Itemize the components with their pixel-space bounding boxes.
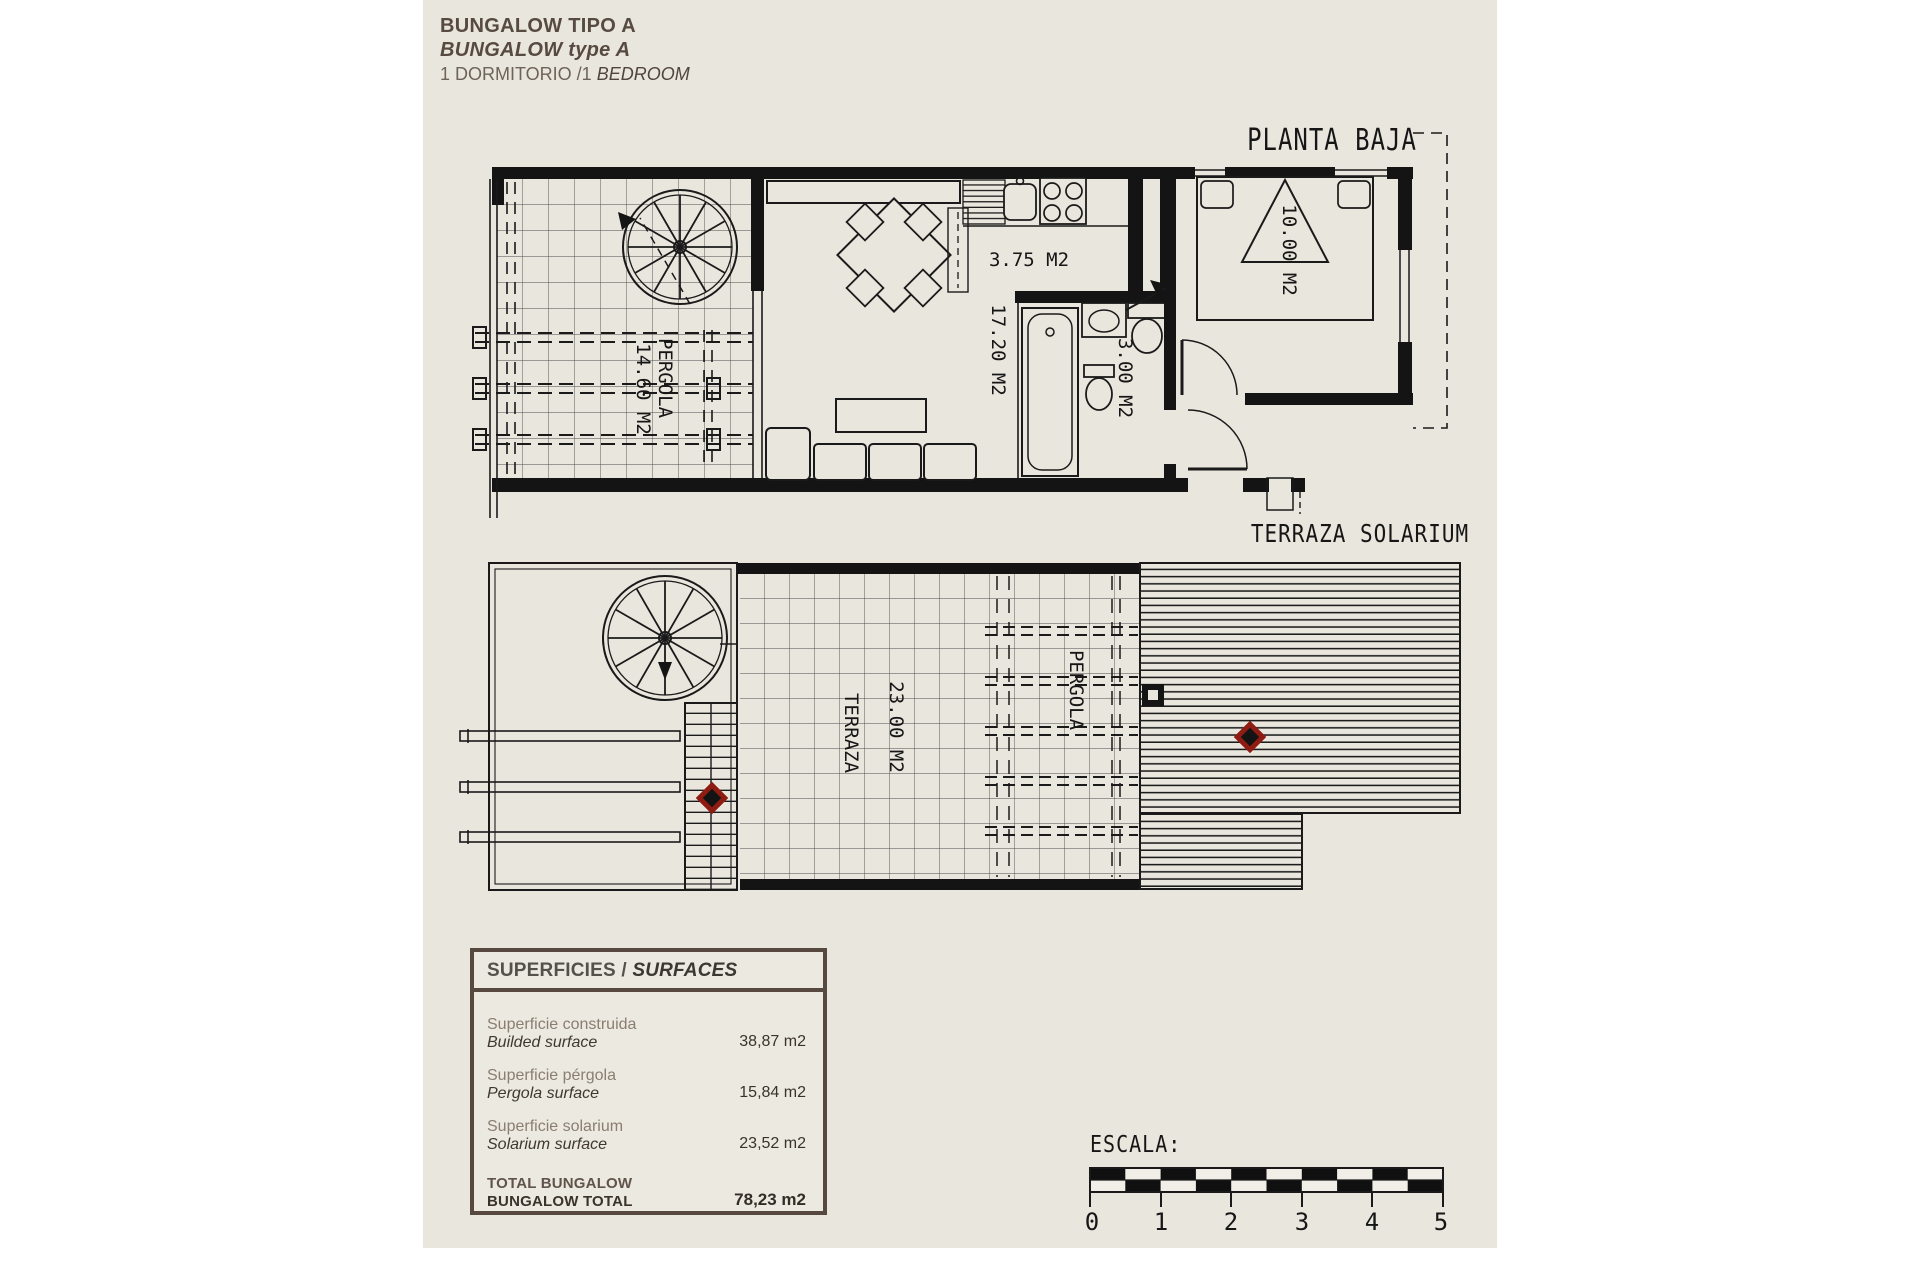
table-row — [487, 1016, 806, 1052]
total-label-en: BUNGALOW TOTAL — [487, 1193, 633, 1210]
wall-corner — [492, 167, 504, 205]
plan-ground-title: PLANTA BAJA — [1247, 123, 1417, 158]
porch-step — [1267, 478, 1293, 510]
svg-text:4: 4 — [1364, 1208, 1380, 1236]
subtitle-es: 1 DORMITORIO /1 — [440, 64, 597, 84]
row-value: 38,87 m2 — [739, 1033, 806, 1050]
surfaces-rows — [474, 992, 823, 1211]
total-label-es: TOTAL BUNGALOW — [487, 1175, 633, 1192]
kitchen — [948, 178, 1128, 293]
row-label-en: Builded surface — [487, 1034, 598, 1051]
dining-table — [837, 198, 950, 311]
roof-wall-top — [737, 563, 1140, 574]
row-label-en: Solarium surface — [487, 1136, 608, 1153]
sofa-armchair — [766, 428, 810, 480]
surfaces-header-en: SURFACES — [632, 960, 738, 981]
row-value: 15,84 m2 — [739, 1084, 806, 1101]
wall-bottom-right-a — [1243, 478, 1269, 492]
wall-pergola-living — [751, 179, 764, 291]
page-title: BUNGALOW TIPO A — [440, 15, 636, 37]
total-value: 78,23 m2 — [734, 1190, 806, 1209]
entrance — [1188, 410, 1300, 514]
wall-bedroom-bottom — [1245, 393, 1413, 405]
svg-text:2: 2 — [1223, 1208, 1239, 1236]
kitchen-area-label: 3.75 M2 — [988, 249, 1070, 271]
subtitle-en: BEDROOM — [596, 64, 690, 84]
surfaces-header — [474, 952, 823, 992]
surfaces-header-es: SUPERFICIES / — [487, 960, 633, 981]
row-label-es: Superficie solarium — [487, 1118, 624, 1135]
table-row — [487, 1118, 806, 1154]
table-row — [487, 1067, 806, 1103]
kitchen-hatch — [963, 180, 1005, 224]
bidet-bowl — [1086, 378, 1112, 410]
spiral-stair-roof — [603, 576, 737, 700]
svg-text:5: 5 — [1433, 1208, 1449, 1236]
plan-roof-title: TERRAZA SOLARIUM — [1250, 519, 1470, 549]
scale-ticks — [1090, 1192, 1443, 1207]
wall-bedroom-left-upper — [1160, 179, 1176, 295]
bed-pillow-left — [1201, 181, 1233, 208]
wall-bath-top — [1015, 291, 1176, 303]
pergola-label: PERGOLA — [654, 337, 676, 419]
svg-text:1: 1 — [1153, 1208, 1169, 1236]
living-area-label: 17.20 M2 — [987, 304, 1009, 396]
bidet-tank — [1084, 365, 1114, 377]
row-label-es: Superficie pérgola — [487, 1067, 616, 1084]
scale-numbers — [1085, 1208, 1448, 1236]
svg-text:3: 3 — [1294, 1208, 1310, 1236]
scale-bar — [1085, 1132, 1448, 1236]
row-label-en: Pergola surface — [487, 1085, 600, 1102]
bathroom — [1015, 280, 1176, 478]
bed-pillow-right — [1338, 181, 1370, 208]
solarium-deck — [1140, 563, 1460, 813]
entrance-door-swing — [1188, 410, 1247, 469]
row-label-es: Superficie construida — [487, 1016, 637, 1033]
surfaces-table — [470, 948, 827, 1215]
bath-area-label: 3.00 M2 — [1114, 337, 1136, 419]
stair-direction-arrow-roof — [658, 662, 672, 680]
wall-kitchen-right — [1128, 179, 1143, 295]
kitchen-sink — [1004, 184, 1036, 220]
roof-wall-bottom — [740, 879, 1140, 890]
bedroom-door-swing — [1182, 340, 1237, 395]
pergola-area-label: 14.60 M2 — [632, 343, 654, 435]
roof-pergola-label: PERGOLA — [1065, 649, 1087, 731]
roof-beams-left — [460, 729, 680, 844]
coffee-table — [836, 399, 926, 432]
solarium-deck-extension — [1140, 813, 1302, 889]
plan-roof — [460, 519, 1469, 890]
living-furniture — [766, 181, 976, 480]
terraza-label: TERRAZA — [840, 692, 862, 774]
bedroom-window — [1396, 250, 1414, 342]
plan-sheet — [423, 0, 1497, 1248]
svg-text:0: 0 — [1084, 1208, 1100, 1236]
bedroom-area-label: 10.00 M2 — [1278, 204, 1300, 296]
terraza-area-label: 23.00 M2 — [885, 681, 907, 773]
page-title-en: BUNGALOW type A — [440, 39, 631, 61]
scale-label: ESCALA: — [1090, 1131, 1182, 1159]
plan-ground — [473, 123, 1447, 518]
row-value: 23,52 m2 — [739, 1135, 806, 1152]
wall-bedroom-left-lower — [1164, 295, 1176, 340]
plot-boundary-dashed — [1413, 133, 1447, 428]
table-total-row — [487, 1175, 806, 1211]
